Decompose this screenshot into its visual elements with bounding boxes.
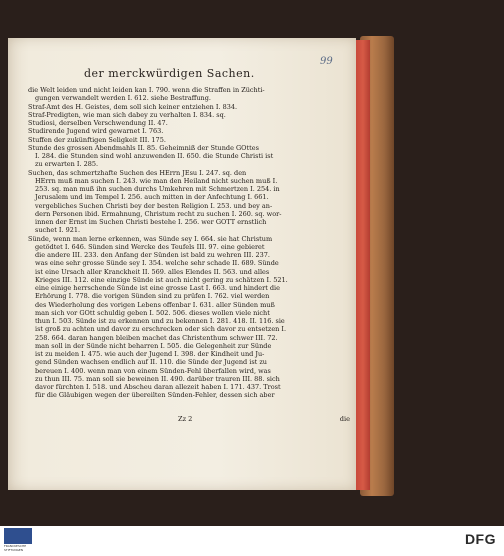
text-line: 253. sq. man muß ihn suchen durchs Umkehren mit Schmertzen I. 254. in xyxy=(35,185,280,193)
text-line: dern Personen ibid. Ermahnung, Christum recht zu suchen I. 260. sq. wor- xyxy=(35,209,282,218)
text-line: ist eine Ursach aller Kranckheit II. 569. alles Elendes II. 563. und alles xyxy=(35,267,270,276)
text-line: Sünde, wenn man lerne erkennen, was Sünde sey I. 664. sie hat Christum xyxy=(28,234,273,243)
text-line: eine einige herrschende Sünde ist eine grosse Last I. 663. und hindert die xyxy=(35,284,280,292)
text-line: davor fürchten I. 518. und Abscheu daran allezeit haben I. 171. 437. Trost xyxy=(35,383,281,391)
text-line: ist groß zu achten und davor zu erschrecken oder sich davor zu entsetzen I. xyxy=(35,325,287,334)
text-line: HErrn muß man suchen I. 243. wie man den Heiland nicht suchen muß I. xyxy=(35,176,278,185)
text-line: die Welt leiden und nicht leiden kan I. 790. wenn die Straffen in Züchti- xyxy=(28,86,265,94)
text-line: man sich vor GOtt schuldig geben I. 502. 506. dieses wollen viele nicht xyxy=(35,308,270,317)
index-text-block xyxy=(28,86,350,400)
catchword: die xyxy=(339,415,350,423)
text-line: getödtet I. 646. Sünden sind Wercke des Teufels III. 97. eine gebieret xyxy=(35,242,265,251)
text-line: gend Sünden wachsen endlich auf II. 110. die Sünde der Jugend ist zu xyxy=(35,358,267,367)
text-line: Suchen, das schmertzhafte Suchen des HErrn JEsu I. 247. sq. den xyxy=(28,168,247,177)
text-line: man soll in der Sünde nicht beharren I. 505. die Gelegenheit zur Sünde xyxy=(35,341,272,350)
text-line: des Wiederholung des vorigen Lebens offenbar I. 631. aller Sünden muß xyxy=(35,300,275,309)
text-line: suchet I. 921. xyxy=(35,226,81,235)
text-line: I. 284. die Stunden sind wohl anzuwenden II. 650. die Stunde Christi ist xyxy=(35,152,274,160)
text-line: bereuen I. 400. wenn man von einem Sünden-Fehl überfallen wird, was xyxy=(35,366,271,375)
text-line: 258. 664. daran hangen bleiben machet das Christenthum schwer III. 72. xyxy=(35,333,278,342)
text-line: Stuffen der zukünftigen Seligkeit III. 175. xyxy=(28,135,166,144)
text-line: Krieges III. 112. eine einzige Sünde ist auch nicht gering zu schätzen I. 521. xyxy=(35,275,288,284)
franckesche-stiftungen-logo xyxy=(4,528,32,554)
red-page-edge xyxy=(356,40,370,490)
text-line: für die Gläubigen wegen der übereilten Sünden-Fehler, dessen sich aber xyxy=(35,391,275,400)
dfg-logo: DFG xyxy=(464,531,496,547)
text-line: Straf-Predigten, wie man sich dabey zu verhalten I. 834. sq. xyxy=(28,110,226,119)
text-line: innen der Ernst im Suchen Christi bestehe I. 256. wer GOTT ernstlich xyxy=(35,218,267,226)
text-line: was eine sehr grosse Sünde sey I. 354. welche sehr schade II. 689. Sünde xyxy=(35,259,279,268)
folio-number: 99 xyxy=(320,56,333,67)
signature-mark: Zz 2 xyxy=(178,415,193,423)
text-line: Jerusalem und im Tempel I. 256. auch mitten in der Anfechtung I. 661. xyxy=(35,193,269,202)
text-line: zu thun III. 75. man soll sie beweinen II. 490. darüber trauren III. 88. sich xyxy=(35,374,280,383)
text-line: Studiosi, derselben Verschwendung II. 47. xyxy=(28,119,168,127)
text-line: zu erwarten I. 285. xyxy=(35,160,99,169)
text-line: Erhörung I. 778. die vorigen Sünden sind zu prüfen I. 762. viel werden xyxy=(35,292,270,301)
logo-text: FRANCKESCHE STIFTUNGEN xyxy=(4,544,27,552)
text-line: gungen verwandelt werden I. 612. siehe Bestraffung. xyxy=(35,94,211,103)
text-line: Studirende Jugend wird gewarnet I. 763. xyxy=(28,127,164,136)
page-header: der merckwürdigen Sachen. xyxy=(84,67,255,80)
text-line: vergebliches Suchen Christi bey der besten Religion I. 253. und bey an- xyxy=(35,201,273,210)
logo-mark-icon xyxy=(4,528,32,544)
text-line: die andere III. 233. den Anfang der Sünden ist bald zu wehren III. 237. xyxy=(35,251,270,259)
text-line: ist zu meiden I. 475. wie auch der Jugend I. 398. der Kindheit und Ju- xyxy=(35,350,265,358)
text-line: Stunde des grossen Abendmahls II. 85. Geheimniß der Stunde GOttes xyxy=(28,143,259,152)
text-line: Straf-Amt des H. Geistes, dem soll sich keiner entziehen I. 834. xyxy=(28,102,238,111)
text-line: thun I. 503. Sünde ist zu erkennen und zu bekennen I. 281. 418. II. 116. sie xyxy=(35,317,285,325)
viewer-footer xyxy=(0,526,504,556)
